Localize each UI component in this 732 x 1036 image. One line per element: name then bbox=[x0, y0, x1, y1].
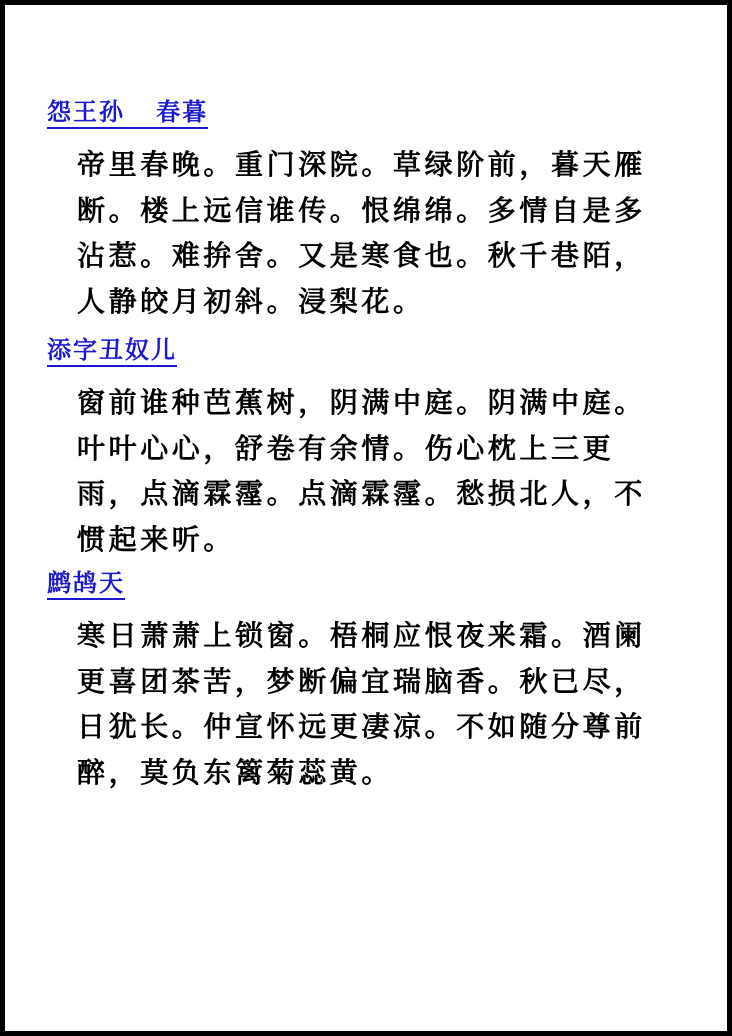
poem-title-link[interactable]: 怨王孙 春暮 bbox=[47, 97, 208, 129]
poem-text: 帝里春晚。重门深院。草绿阶前，暮天雁断。楼上远信谁传。恨绵绵。多情自是多沾惹。难拚舍。又是寒食也。秋千巷陌，人静皎月初斜。浸梨花。 bbox=[77, 148, 646, 318]
poem-title-link[interactable]: 添字丑奴儿 bbox=[47, 335, 177, 367]
poem-text: 寒日萧萧上锁窗。梧桐应恨夜来霜。酒阑更喜团茶苦，梦断偏宜瑞脑香。秋已尽，日犹长。仲宣怀远更凄凉。不如随分尊前醉，莫负东篱菊蕊黄。 bbox=[77, 619, 646, 789]
document-page bbox=[5, 5, 727, 1031]
poem-text: 窗前谁种芭蕉树，阴满中庭。阴满中庭。叶叶心心，舒卷有余情。伤心枕上三更雨，点滴霖霪。点滴霖霪。愁损北人，不惯起来听。 bbox=[77, 386, 646, 556]
poem-title-link[interactable]: 鹧鸪天 bbox=[47, 568, 125, 600]
